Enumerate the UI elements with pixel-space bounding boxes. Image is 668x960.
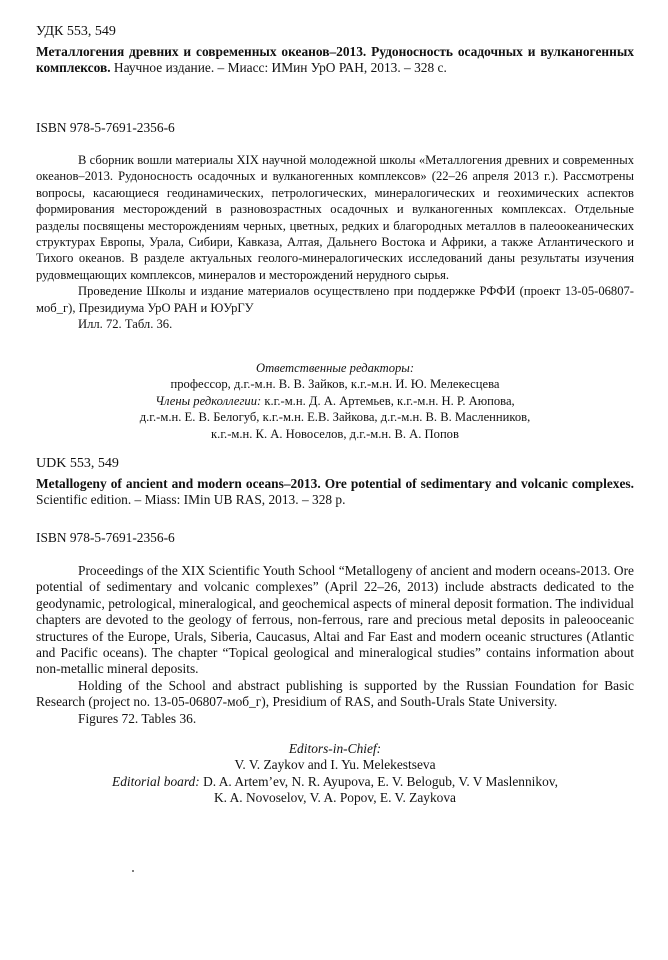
ru-editors: [36, 360, 634, 442]
ru-publication-info: Научное издание. – Миасс: ИМин УрО РАН, 2013. – 328 с.: [113, 60, 447, 76]
stray-dot: [132, 870, 134, 872]
en-isbn: ISBN 978-5-7691-2356-6: [36, 530, 175, 545]
en-udc: UDK 553, 549: [36, 456, 119, 471]
ru-illustrations-count: Илл. 72. Табл. 36.: [78, 317, 173, 332]
ru-board-line1: [36, 393, 634, 409]
ru-udc: УДК 553, 549: [36, 24, 116, 39]
en-board-line1: [36, 774, 634, 790]
en-figures-count: Figures 72. Tables 36.: [78, 710, 197, 726]
en-board-heading: Editorial board:: [112, 773, 200, 789]
en-bibliographic-entry: [36, 476, 634, 509]
ru-abstract-paragraph: В сборник вошли материалы XIX научной молодежной школы «Металлогения древних и современных океанов–2013. Рудоносность осадочных и вулканогенных комплексов» (22–26 апреля 2013 г.). Рассмотрены вопросы, касающиеся геодинамических, петрологических, минералогических и геохимических аспектов формирования месторождений в разновозрастных осадочных и вулканогенных комплексах. Отдельные разделы посвящены месторождениям черных, цветных, редких и благородных металлов в палеоокеанических структурах Европы, Урала, Сибири, Кавказа, Алтая, Дальнего Востока и Африки, а также Атлантического и Тихого океанов. В разделе актуальных геолого-минералогических исследований даны результаты изучения рудовмещающих комплексов, минералов и месторождений нерудного сырья.: [36, 153, 634, 282]
ru-funding-paragraph: Проведение Школы и издание материалов осуществлено при поддержке РФФИ (проект 13-05-06807-моб_г), Президиума УрО РАН и ЮУрГУ: [36, 284, 634, 315]
en-title: Metallogeny of ancient and modern oceans–2013. Ore potential of sedimentary and volcanic complexes.: [36, 476, 634, 491]
ru-bibliographic-entry: [36, 44, 634, 77]
ru-board-names3: к.г.-м.н. К. А. Новоселов, д.г.-м.н. В. А. Попов: [211, 426, 459, 441]
en-board-names2: K. A. Novoselov, V. A. Popov, E. V. Zaykova: [213, 790, 457, 806]
ru-board-names2: д.г.-м.н. Е. В. Белогуб, к.г.-м.н. Е.В. Зайкова, д.г.-м.н. В. В. Масленников,: [139, 410, 531, 425]
en-funding-paragraph: Holding of the School and abstract publishing is supported by the Russian Foundation for Basic Research (project no. 13-05-06807-моб_г), Presidium of RAS, and South-Urals State University.: [36, 677, 634, 710]
en-publication-info: Scientific edition. – Miass: IMin UB RAS, 2013. – 328 p.: [36, 492, 346, 508]
ru-board-heading: Члены редколлегии:: [155, 393, 262, 408]
en-editors-names: V. V. Zaykov and I. Yu. Melekestseva: [234, 757, 436, 773]
ru-board-names1: к.г.-м.н. Д. А. Артемьев, к.г.-м.н. Н. Р. Аюпова,: [264, 393, 515, 408]
ru-editors-heading: Ответственные редакторы:: [255, 361, 415, 375]
en-editors: [36, 741, 634, 807]
ru-isbn: ISBN 978-5-7691-2356-6: [36, 120, 175, 135]
en-abstract-paragraph: Proceedings of the XIX Scientific Youth School “Metallogeny of ancient and modern oceans-2013. Ore potential of sedimentary and volcanic complexes” (April 22–26, 2013) include abstracts dedicated to the geodynamic, petrological, mineralogical, and geochemical aspects of mineral deposit formation. The individual chapters are devoted to the geology of ferrous, non-ferrous, rare and precious metal deposits in paleooceanic structures of the Europe, Urals, Siberia, Caucasus, Altai and Far East and modern oceanic structures (Atlantic and Pacific oceans). The chapter “Topical geological and mineralogical studies” contains information about non-metallic mineral deposits.: [36, 563, 634, 677]
en-abstract: [36, 563, 634, 727]
ru-abstract: [36, 152, 634, 332]
en-board-names1: D. A. Artem’ev, N. R. Ayupova, E. V. Belogub, V. V Maslennikov,: [203, 773, 558, 789]
en-editors-heading: Editors-in-Chief:: [288, 741, 382, 756]
ru-editors-names: профессор, д.г.-м.н. В. В. Зайков, к.г.-м.н. И. Ю. Мелекесцева: [170, 377, 500, 392]
ru-title: Металлогения древних и современных океанов–2013. Рудоносность осадочных и вулканогенных комплексов.: [36, 44, 634, 76]
